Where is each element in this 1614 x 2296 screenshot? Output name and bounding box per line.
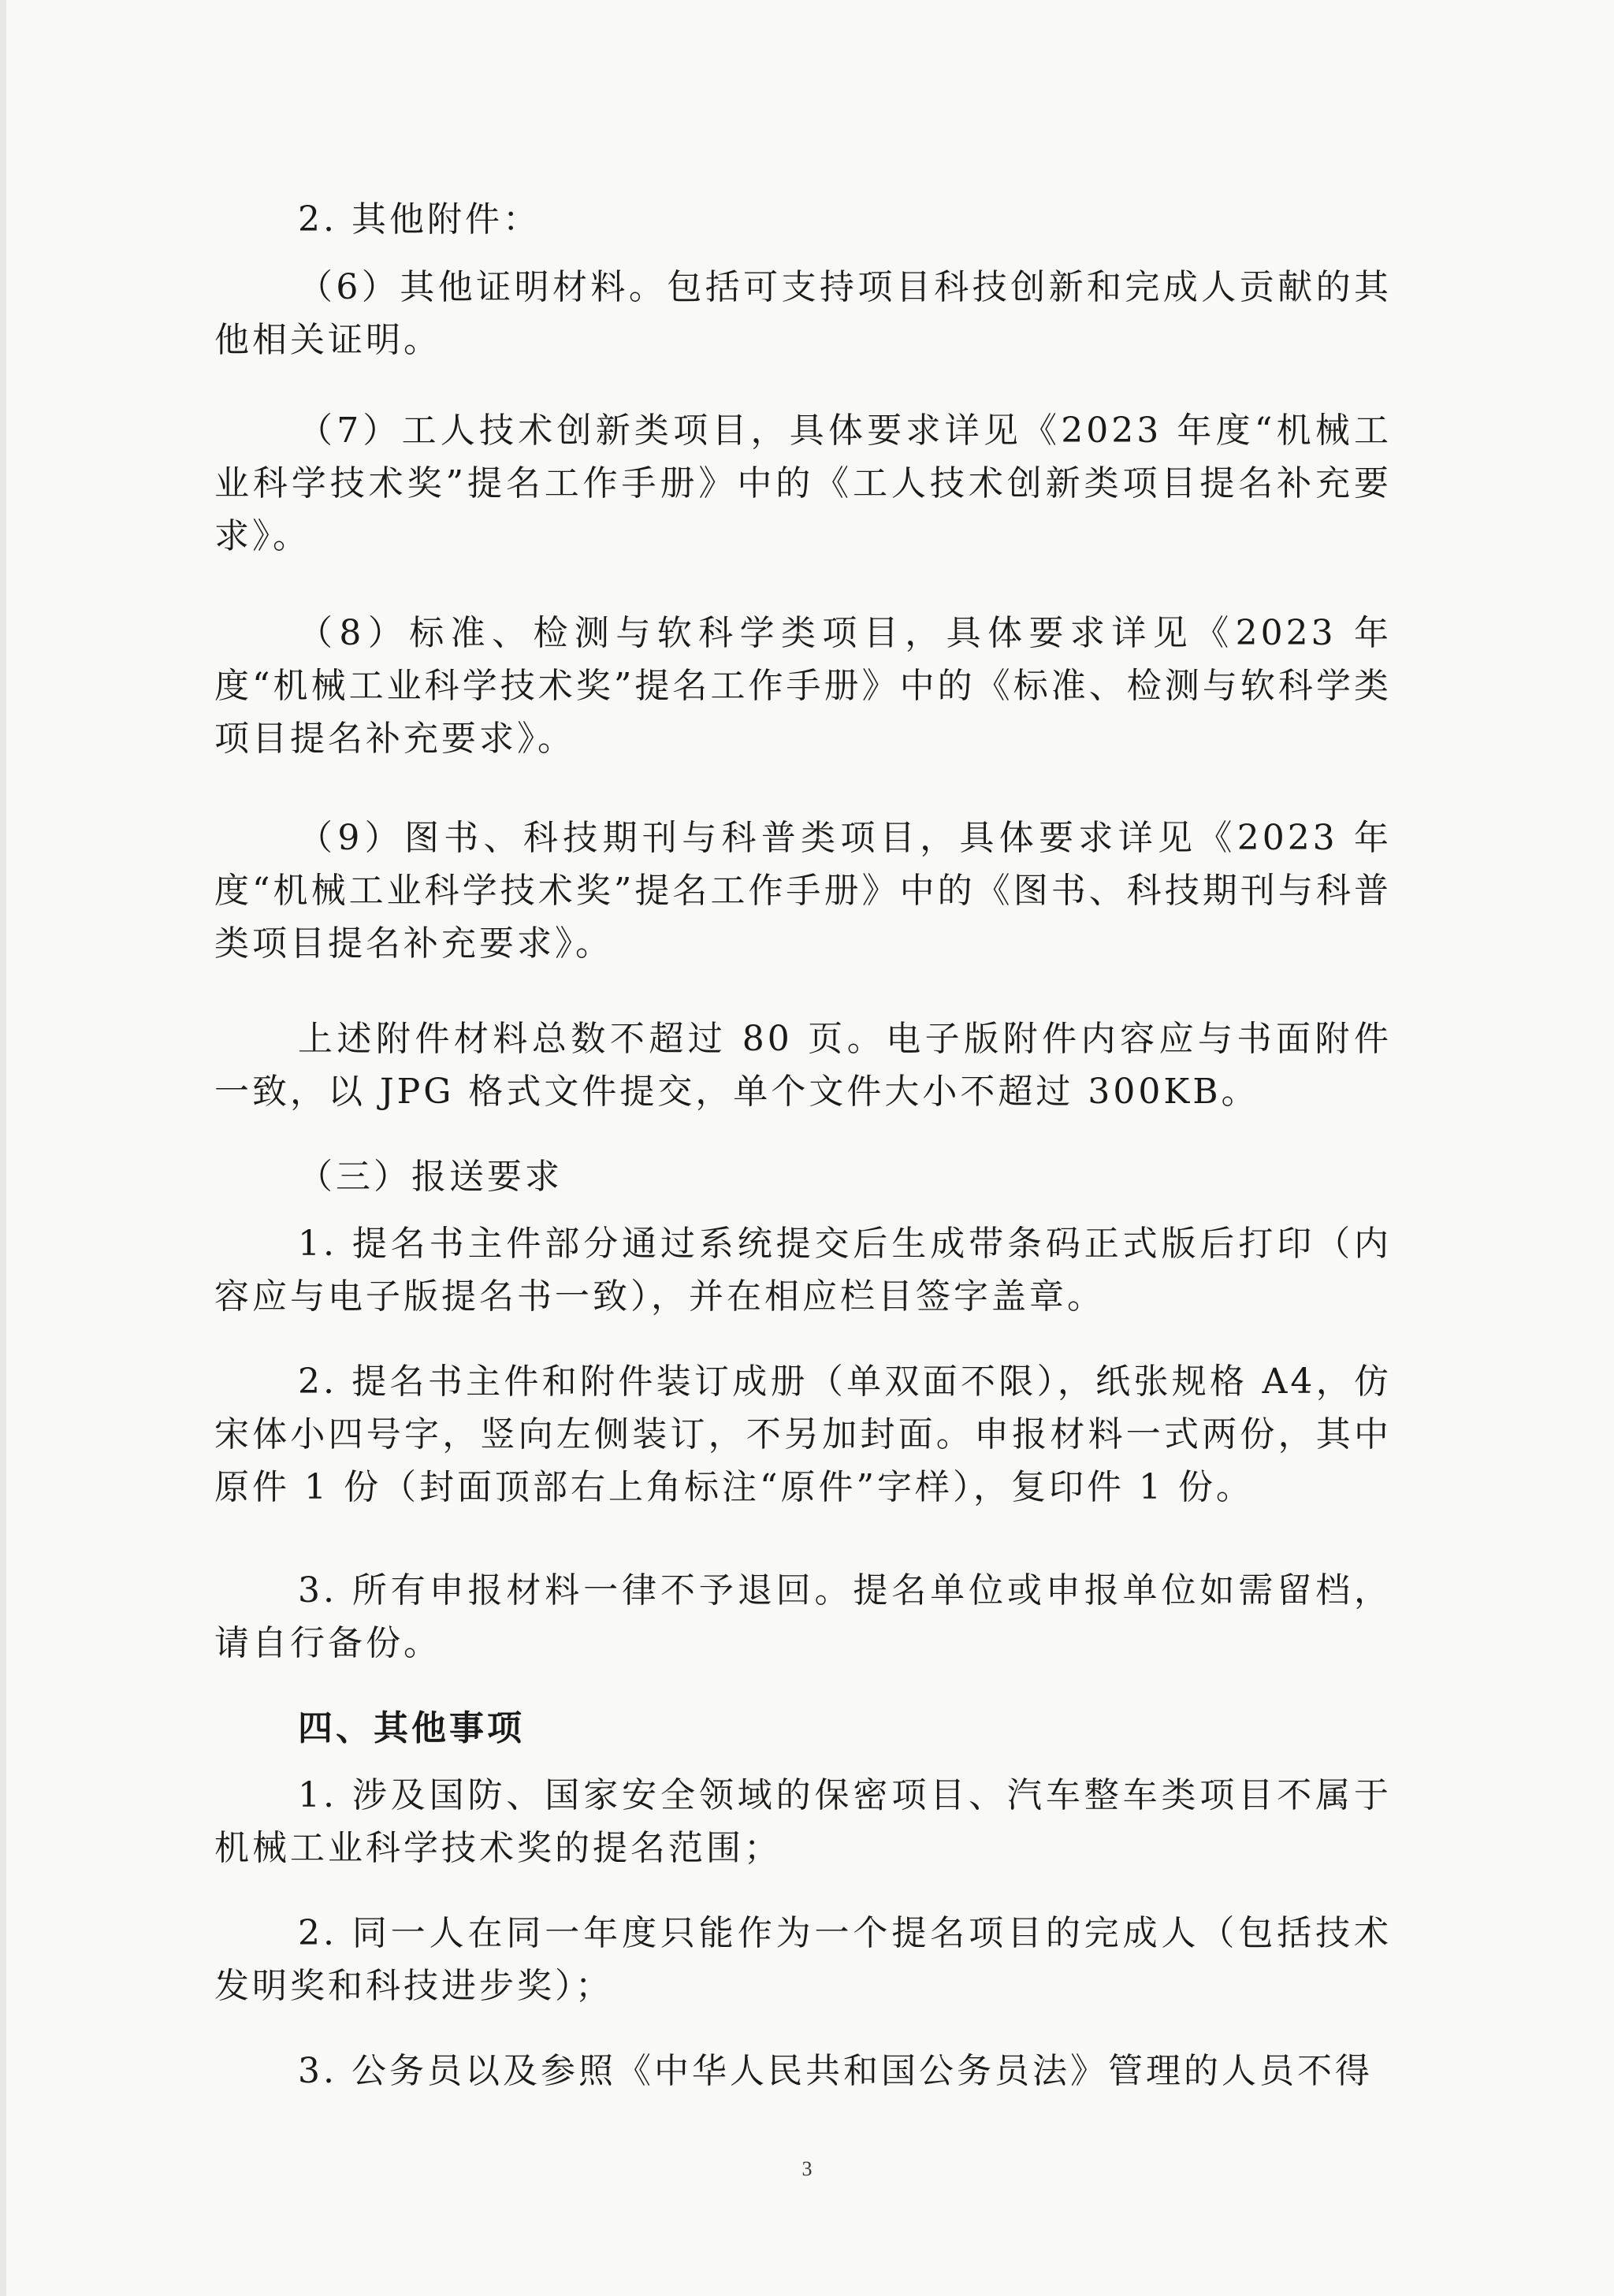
scan-edge	[0, 0, 6, 2296]
paragraph-submission-2: 2. 提名书主件和附件装订成册（单双面不限），纸张规格 A4，仿宋体小四号字，竖向左侧装订，不另加封面。申报材料一式两份，其中原件 1 份（封面顶部右上角标注“原件”字样），复印件 1 份。	[214, 1362, 1392, 1507]
paragraph-other-2: 2. 同一人在同一年度只能作为一个提名项目的完成人（包括技术发明奖和科技进步奖）；	[214, 1913, 1392, 2006]
paragraph-submission-3: 3. 所有申报材料一律不予退回。提名单位或申报单位如需留档，请自行备份。	[214, 1570, 1392, 1663]
paragraph-item-8: （8）标准、检测与软科学类项目，具体要求详见《2023 年度“机械工业科学技术奖”提名工作手册》中的《标准、检测与软科学类项目提名补充要求》。	[214, 613, 1392, 759]
page-number: 3	[801, 2157, 813, 2180]
paragraph-item-7: （7）工人技术创新类项目，具体要求详见《2023 年度“机械工业科学技术奖”提名工作手册》中的《工人技术创新类项目提名补充要求》。	[214, 411, 1392, 556]
paragraph-item-6: （6）其他证明材料。包括可支持项目科技创新和完成人贡献的其他相关证明。	[214, 267, 1392, 360]
paragraph-attachment-limit: 上述附件材料总数不超过 80 页。电子版附件内容应与书面附件一致，以 JPG 格式文件提交，单个文件大小不超过 300KB。	[214, 1019, 1392, 1112]
paragraph-other-1: 1. 涉及国防、国家安全领域的保密项目、汽车整车类项目不属于机械工业科学技术奖的提名范围；	[214, 1775, 1392, 1868]
paragraph-other-attachments: 2. 其他附件：	[298, 199, 541, 240]
section-heading-submission: （三）报送要求	[298, 1157, 563, 1197]
paragraph-submission-1: 1. 提名书主件部分通过系统提交后生成带条码正式版后打印（内容应与电子版提名书一致），并在相应栏目签字盖章。	[214, 1224, 1392, 1317]
paragraph-item-9: （9）图书、科技期刊与科普类项目，具体要求详见《2023 年度“机械工业科学技术奖”提名工作手册》中的《图书、科技期刊与科普类项目提名补充要求》。	[214, 818, 1392, 964]
paragraph-other-3: 3. 公务员以及参照《中华人民共和国公务员法》管理的人员不得	[298, 2051, 1373, 2091]
section-heading-other-matters: 四、其他事项	[298, 1708, 525, 1748]
